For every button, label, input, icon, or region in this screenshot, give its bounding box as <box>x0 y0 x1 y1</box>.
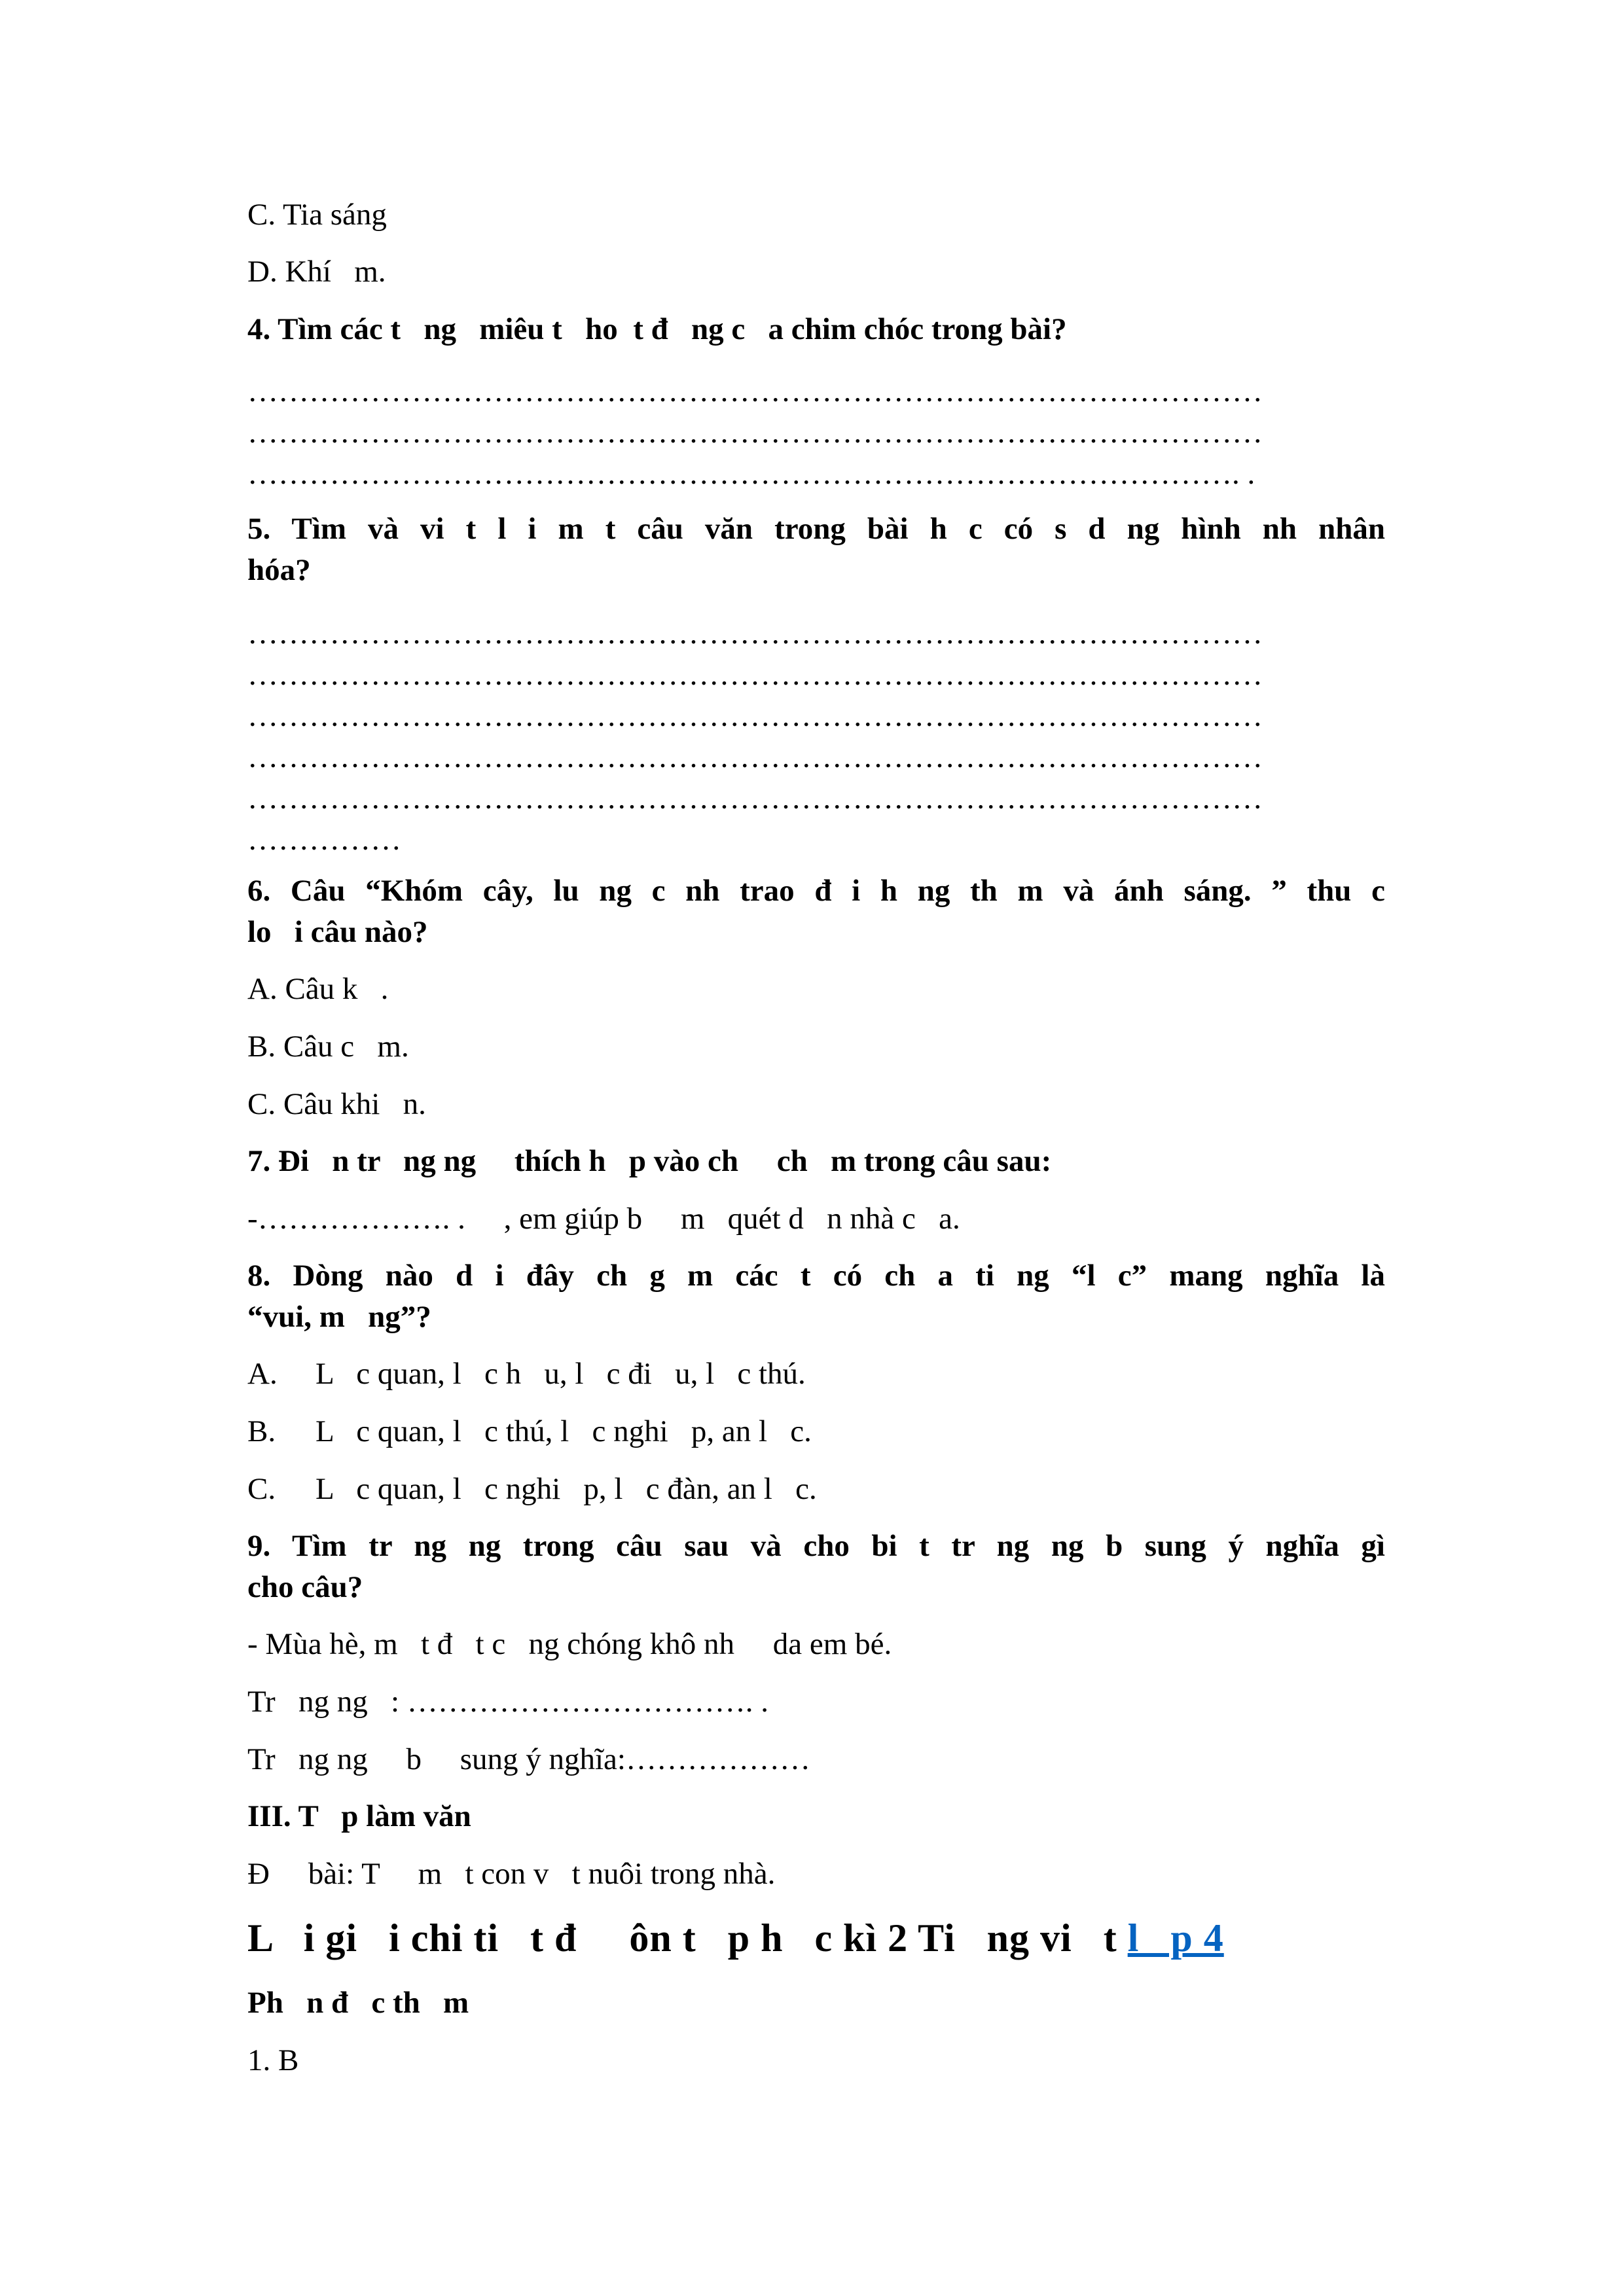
option-text: L c quan, l c nghi p, l c đàn, an l c. <box>316 1472 817 1506</box>
answer-line: ……………………………………………………………………………………… <box>247 781 1263 816</box>
q8-option-a <box>247 1355 806 1392</box>
question-7: 7. Đi n tr ng ng thích h p vào ch ch m trong câu sau: <box>247 1144 1052 1178</box>
q9-sentence: - Mùa hè, m t đ t c ng chóng khô nh da em bé. <box>247 1627 892 1661</box>
question-5-line1: 5. Tìm và vi t l i m t câu văn trong bài h c có s d ng hình nh nhân <box>247 512 1385 546</box>
answer-line: ……………………………………………………………………………………… <box>247 740 1263 774</box>
q3-option-d: D. Khí m. <box>247 255 386 289</box>
question-6-line1: 6. Câu “Khóm cây, lu ng c nh trao đ i h ng th m và ánh sáng. ” thu c <box>247 874 1385 908</box>
q6-option-a: A. Câu k . <box>247 972 389 1006</box>
question-8-line1: 8. Dòng nào d i đây ch g m các t có ch a ti ng “l c” mang nghĩa là <box>247 1259 1385 1293</box>
q6-option-c: C. Câu khi n. <box>247 1087 426 1121</box>
option-text: L c quan, l c h u, l c đi u, l c thú. <box>316 1357 806 1391</box>
question-6-line2: lo i câu nào? <box>247 915 428 949</box>
q8-option-c <box>247 1471 817 1507</box>
question-9-line2: cho câu? <box>247 1570 363 1604</box>
option-letter: C. <box>247 1472 276 1506</box>
question-4: 4. Tìm các t ng miêu t ho t đ ng c a chim chóc trong bài? <box>247 312 1067 346</box>
q3-option-c: C. Tia sáng <box>247 198 387 232</box>
option-letter: A. <box>247 1357 278 1391</box>
grade-link[interactable]: l p 4 <box>1127 1916 1224 1960</box>
question-5-line2: hóa? <box>247 553 311 587</box>
answer-line: ……………………………………………………………………………………… <box>247 416 1263 450</box>
answer-line: ……………………………………………………………………………………… <box>247 374 1263 408</box>
answer-line: ……………………………………………………………………………………… <box>247 699 1263 733</box>
question-9-line1: 9. Tìm tr ng ng trong câu sau và cho bi t tr ng ng b sung ý nghĩa gì <box>247 1529 1385 1563</box>
q8-option-b <box>247 1413 812 1450</box>
answer-line: ……………………………………………………………………………………. . <box>247 457 1255 491</box>
answer-1: 1. B <box>247 2043 299 2077</box>
option-text: L c quan, l c thú, l c nghi p, an l c. <box>316 1414 812 1448</box>
option-letter: B. <box>247 1414 276 1448</box>
answer-heading <box>247 1914 1224 1962</box>
part-title: Ph n đ c th m <box>247 1986 469 2020</box>
question-8-line2: “vui, m ng”? <box>247 1300 431 1334</box>
section-3-title: III. T p làm văn <box>247 1799 471 1833</box>
q9-blank-1: Tr ng ng : ……………………………. . <box>247 1685 769 1719</box>
q6-option-b: B. Câu c m. <box>247 1030 409 1064</box>
answer-line: ……………………………………………………………………………………… <box>247 617 1263 651</box>
section-3-prompt: Đ bài: T m t con v t nuôi trong nhà. <box>247 1857 776 1891</box>
q9-blank-2: Tr ng ng b sung ý nghĩa:……………… <box>247 1742 810 1776</box>
answer-line: …………… <box>247 823 401 857</box>
answer-line: ……………………………………………………………………………………… <box>247 658 1263 692</box>
q7-answer-line: -………………. . , em giúp b m quét d n nhà c a. <box>247 1202 960 1236</box>
heading-text: L i gi i chi ti t đ ôn t p h c kì 2 Ti ng vi t <box>247 1916 1128 1960</box>
